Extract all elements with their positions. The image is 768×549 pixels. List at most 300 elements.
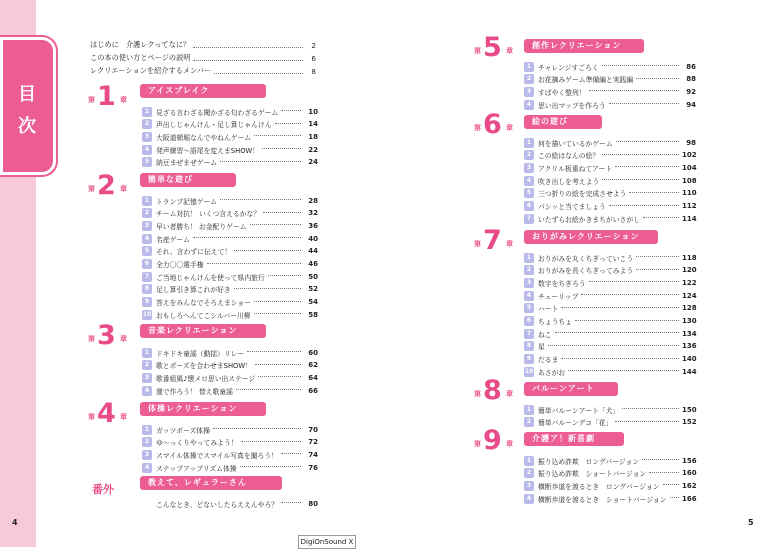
chapter-dai-label: 第 — [474, 240, 481, 248]
toc-entry[interactable] — [142, 246, 318, 257]
toc-entry[interactable] — [142, 347, 318, 358]
leader-dots — [193, 60, 303, 61]
toc-entry[interactable] — [524, 290, 696, 301]
chapter-title-banner[interactable]: バルーンアート — [524, 382, 618, 396]
intro-entry[interactable] — [90, 53, 316, 63]
toc-entry[interactable] — [142, 119, 318, 130]
chapter-sho-label: 章 — [120, 335, 127, 343]
toc-entry-page: 74 — [308, 450, 318, 459]
toc-entry[interactable] — [524, 99, 696, 110]
chapter-sho-label: 章 — [506, 240, 513, 248]
contents-tab — [0, 37, 56, 175]
chapter-number — [88, 398, 134, 429]
chapter-sho-label: 章 — [120, 413, 127, 421]
leader-dots — [643, 217, 679, 218]
leader-dots — [220, 161, 301, 162]
entry-number-badge: 1 — [142, 348, 152, 358]
entry-number-badge: 7 — [142, 272, 152, 282]
leader-dots — [663, 484, 679, 485]
toc-entry[interactable] — [524, 86, 696, 97]
leader-dots — [555, 332, 679, 333]
leader-dots — [670, 497, 679, 498]
toc-entry-title: チューリップ — [538, 292, 579, 301]
entry-number-badge: 1 — [524, 62, 534, 72]
chapter-sho-label: 章 — [506, 124, 513, 132]
intro-entry-title: この本の使い方とページの説明 — [90, 53, 191, 62]
leader-dots — [254, 135, 301, 136]
toc-entry[interactable] — [142, 131, 318, 142]
entry-number-badge: 2 — [524, 417, 534, 427]
leader-dots — [636, 269, 679, 270]
leader-dots — [642, 459, 679, 460]
chapter-dai-label: 第 — [474, 124, 481, 132]
toc-entry-title: ガッツポーズ体操 — [156, 426, 210, 435]
entry-number-badge: 1 — [142, 107, 152, 117]
toc-entry-title: すばやく整列！ — [538, 88, 586, 97]
chapter-number-value: 2 — [97, 170, 116, 201]
entry-number-badge: 3 — [524, 278, 534, 288]
toc-entry-title: 振り込め詐欺 ロングバージョン — [538, 457, 640, 466]
leader-dots — [636, 78, 679, 79]
entry-number-badge: 4 — [142, 463, 152, 473]
toc-entry-page: 72 — [308, 438, 318, 447]
toc-entry-title: ちょうちょ — [538, 318, 572, 326]
toc-entry-page: 60 — [308, 348, 318, 357]
toc-entry-page: 54 — [308, 298, 318, 307]
toc-entry-title: 簡単バルーンデコ「花」 — [538, 419, 613, 428]
entry-number-badge: 3 — [524, 163, 534, 173]
toc-entry-title: おりがみを丸くちぎっていこう — [538, 254, 634, 263]
leader-dots — [622, 408, 679, 409]
toc-entry-page: 144 — [682, 367, 697, 376]
entry-number-badge: 2 — [142, 360, 152, 370]
leader-dots — [234, 250, 301, 251]
toc-entry-page: 22 — [308, 145, 318, 154]
leader-dots — [548, 345, 679, 346]
leader-dots — [213, 428, 301, 429]
entry-number-badge: 6 — [142, 259, 152, 269]
toc-entry-page: 150 — [682, 405, 697, 414]
toc-entry-title: 大阪道頓堀なんでやねんゲーム — [156, 133, 252, 142]
toc-entry-page: 140 — [682, 355, 697, 364]
entry-number-badge: 6 — [524, 201, 534, 211]
entry-number-badge: 2 — [524, 74, 534, 84]
toc-entry[interactable] — [142, 449, 318, 460]
leader-dots — [602, 65, 679, 66]
toc-entry-title: チーム対抗！ いくつ言えるかな？ — [156, 210, 261, 219]
toc-entry-page: 40 — [308, 234, 318, 243]
entry-number-badge: 3 — [142, 132, 152, 142]
toc-entry-page: 36 — [308, 221, 318, 230]
entry-number-badge: 4 — [142, 145, 152, 155]
leader-dots — [602, 154, 679, 155]
toc-entry[interactable] — [524, 366, 696, 377]
contents-title-char: 目 — [18, 84, 36, 105]
toc-entry[interactable] — [142, 284, 318, 295]
toc-entry-title: だるま — [538, 356, 559, 365]
entry-number-badge: 4 — [524, 100, 534, 110]
toc-entry[interactable] — [524, 252, 696, 263]
chapter-number — [88, 474, 134, 500]
toc-entry[interactable] — [524, 417, 696, 428]
toc-entry-page: 134 — [682, 329, 697, 338]
chapter-number-value: 8 — [483, 375, 502, 406]
leader-dots — [263, 212, 301, 213]
intro-entry-page: 2 — [311, 41, 316, 50]
chapter-sho-label: 章 — [120, 185, 127, 193]
leader-dots — [609, 103, 679, 104]
toc-entry-title: ステップアップリズム体操 — [156, 464, 237, 473]
toc-entry-title: おもしろへんてこシルバー川柳 — [156, 311, 251, 320]
chapter-number-value: 5 — [483, 32, 502, 63]
contents-title-char: 次 — [18, 116, 36, 137]
toc-entry[interactable] — [524, 188, 696, 199]
leader-dots — [236, 389, 301, 390]
toc-entry[interactable] — [142, 106, 318, 117]
toc-entry[interactable] — [142, 437, 318, 448]
toc-entry-page: 88 — [686, 75, 696, 84]
leader-dots — [193, 47, 303, 48]
toc-entry[interactable] — [142, 259, 318, 270]
chapter-dai-label: 第 — [88, 185, 95, 193]
toc-entry-page: 50 — [308, 272, 318, 281]
entry-number-badge: 2 — [524, 150, 534, 160]
toc-entry-title: この絵はなんの絵？ — [538, 152, 600, 161]
toc-entry-page: 28 — [308, 196, 318, 205]
leader-dots — [254, 301, 301, 302]
toc-entry[interactable] — [142, 372, 318, 383]
chapter-dai-label: 第 — [474, 440, 481, 448]
chapter-sho-label: 章 — [506, 47, 513, 55]
leader-dots — [636, 256, 679, 257]
chapter-number — [474, 375, 520, 406]
toc-entry-title: 歌とポーズを合わせまSHOW！ — [156, 362, 252, 371]
toc-entry-page: 152 — [682, 418, 697, 427]
entry-number-badge: 4 — [524, 494, 534, 504]
toc-entry-title: 思い出マップを作ろう — [538, 101, 606, 110]
toc-entry[interactable] — [524, 277, 696, 288]
chapter-sho-label: 章 — [120, 96, 127, 104]
entry-number-badge: 1 — [142, 425, 152, 435]
chapter-dai-label: 第 — [88, 335, 95, 343]
entry-number-badge: 10 — [142, 310, 152, 318]
toc-entry[interactable] — [524, 354, 696, 365]
chapter-sho-label: 章 — [506, 390, 513, 398]
toc-entry-title: 数字をちぎろう — [538, 279, 586, 288]
toc-entry[interactable] — [142, 462, 318, 473]
toc-entry[interactable] — [524, 493, 696, 504]
entry-number-badge: 3 — [142, 450, 152, 460]
entry-number-badge: 5 — [142, 246, 152, 256]
toc-entry-page: 86 — [686, 62, 696, 71]
toc-entry-title: トランプ記憶ゲーム — [156, 197, 218, 206]
leader-dots — [240, 466, 301, 467]
toc-entry-page: 108 — [682, 176, 697, 185]
chapter-dai-label: 第 — [474, 390, 481, 398]
entry-number-badge: 4 — [524, 176, 534, 186]
toc-entry[interactable] — [524, 404, 696, 415]
chapter-dai-label: 第 — [88, 96, 95, 104]
entry-number-badge: 1 — [524, 456, 534, 466]
toc-entry[interactable] — [524, 455, 696, 466]
chapter-number-value: 4 — [97, 398, 116, 429]
toc-entry-title: 全力〇〇選手権 — [156, 261, 204, 269]
entry-number-badge: 1 — [142, 196, 152, 206]
toc-entry-title: スマイル体操でスマイル写真を撮ろう！ — [156, 451, 278, 460]
leader-dots — [275, 123, 301, 124]
leader-dots — [629, 192, 679, 193]
entry-number-badge: 3 — [142, 221, 152, 231]
toc-entry[interactable] — [524, 341, 696, 352]
toc-entry[interactable] — [142, 144, 318, 155]
toc-entry[interactable] — [142, 360, 318, 371]
entry-number-badge: 5 — [142, 157, 152, 167]
toc-entry-page: 162 — [682, 481, 697, 490]
toc-entry-title: 横断歩道を渡るとき ロングバージョン — [538, 482, 660, 491]
toc-entry[interactable] — [142, 208, 318, 219]
leader-dots — [250, 224, 301, 225]
toc-entry[interactable] — [524, 213, 696, 224]
toc-entry-page: 122 — [682, 278, 697, 287]
toc-entry-page: 92 — [686, 87, 696, 96]
leader-dots — [581, 294, 679, 295]
leader-dots — [254, 313, 301, 314]
chapter-title-banner[interactable]: おりがみレクリエーション — [524, 230, 658, 244]
toc-entry[interactable] — [142, 385, 318, 396]
toc-entry-page: 104 — [682, 163, 697, 172]
chapter-title-banner[interactable]: 創作レクリエーション — [524, 39, 644, 53]
entry-number-badge: 10 — [524, 367, 534, 375]
toc-entry-title: 振り込め詐欺 ショートバージョン — [538, 470, 647, 479]
toc-entry[interactable] — [142, 233, 318, 244]
toc-entry-page: 166 — [682, 494, 697, 503]
leader-dots — [258, 376, 301, 377]
toc-entry-page: 160 — [682, 469, 697, 478]
intro-entry-title: はじめに 介護レクってなに？ — [90, 40, 191, 49]
toc-entry-page: 102 — [682, 151, 697, 160]
intro-entry-page: 8 — [311, 67, 316, 76]
toc-entry-title: 何を描いているかゲーム — [538, 139, 613, 148]
chapter-number — [474, 425, 520, 456]
toc-entry[interactable] — [142, 424, 318, 435]
chapter-title-banner[interactable]: 体操レクリエーション — [140, 402, 266, 416]
leader-dots — [268, 275, 301, 276]
entry-number-badge: 9 — [142, 297, 152, 307]
chapter-dai-label: 第 — [474, 47, 481, 55]
chapter-sho-label: 章 — [506, 440, 513, 448]
leader-dots — [616, 141, 679, 142]
page-number-right: 5 — [748, 518, 754, 527]
chapter-number-value: 9 — [483, 425, 502, 456]
toc-entry-title: 三つ折りの絵を完成させよう — [538, 190, 627, 199]
leader-dots — [649, 472, 679, 473]
leader-dots — [568, 370, 679, 371]
toc-entry[interactable] — [524, 303, 696, 314]
leader-dots — [589, 281, 679, 282]
toc-entry-page: 46 — [308, 260, 318, 268]
chapter-number — [88, 320, 134, 351]
toc-entry-page: 32 — [308, 209, 318, 218]
toc-entry[interactable] — [142, 498, 318, 509]
toc-entry-title: 横断歩道を渡るとき ショートバージョン — [538, 495, 667, 504]
leader-dots — [214, 73, 303, 74]
entry-number-badge: 4 — [142, 234, 152, 244]
toc-entry-page: 70 — [308, 425, 318, 434]
chapter-number — [88, 81, 134, 112]
chapter-title-banner[interactable]: 絵の遊び — [524, 115, 602, 129]
entry-number-badge: 1 — [524, 138, 534, 148]
toc-entry[interactable] — [524, 137, 696, 148]
toc-entry-page: 118 — [682, 253, 697, 262]
toc-entry-title: こんなとき、どないしたらええんやろ？ — [156, 500, 279, 509]
leader-dots — [193, 237, 301, 238]
toc-entry-title: お花摘みゲーム準備編と実践編 — [538, 76, 634, 85]
toc-entry-title: ゆ～っくりやってみよう！ — [156, 439, 238, 448]
toc-entry-title: パシッと当てましょう — [538, 203, 606, 211]
toc-entry-title: いたずらお絵かきまちがいさがし — [538, 215, 640, 224]
toc-entry[interactable] — [524, 201, 696, 212]
entry-number-badge: 2 — [142, 437, 152, 447]
toc-entry[interactable] — [142, 297, 318, 308]
toc-entry[interactable] — [524, 61, 696, 72]
toc-entry-title: ねこ — [538, 330, 552, 339]
chapter-number-value: 7 — [483, 225, 502, 256]
entry-number-badge: 5 — [524, 303, 534, 313]
toc-entry-page: 44 — [308, 247, 318, 256]
toc-entry-title: ドキドキ童謡（動揺）リレー — [156, 349, 245, 358]
toc-entry-page: 52 — [308, 285, 318, 294]
toc-entry-page: 156 — [682, 456, 697, 465]
chapter-number — [474, 32, 520, 63]
entry-number-badge: 7 — [524, 214, 534, 224]
toc-entry[interactable] — [524, 175, 696, 186]
toc-entry-title: 答えをみんなでそろえまショー — [156, 299, 252, 308]
toc-entry[interactable] — [524, 265, 696, 276]
page-number-left: 4 — [12, 518, 18, 527]
toc-entry-page: 114 — [682, 214, 697, 223]
chapter-number — [474, 225, 520, 256]
toc-entry[interactable] — [142, 309, 318, 320]
toc-entry-page: 124 — [682, 291, 697, 300]
chapter-title-banner[interactable]: 簡単な遊び — [140, 173, 236, 187]
leader-dots — [220, 199, 301, 200]
chapter-title-banner[interactable]: アイスブレイク — [140, 84, 266, 98]
entry-number-badge: 7 — [524, 329, 534, 339]
chapter-dai-label: 第 — [88, 413, 95, 421]
entry-number-badge: 2 — [142, 119, 152, 129]
toc-entry[interactable] — [524, 162, 696, 173]
entry-number-badge: 4 — [524, 291, 534, 301]
leader-dots — [281, 453, 301, 454]
toc-entry-page: 136 — [682, 342, 697, 351]
intro-entry-title: レクリエーションを紹介するメンバー — [90, 66, 212, 75]
toc-entry-page: 130 — [682, 317, 697, 325]
toc-entry[interactable] — [524, 468, 696, 479]
toc-entry-title: 簡単バルーンアート「犬」 — [538, 406, 620, 415]
toc-entry-page: 80 — [308, 499, 318, 508]
toc-entry-title: 名産ゲーム — [156, 235, 190, 244]
leader-dots — [589, 90, 679, 91]
chapter-title-banner[interactable]: 教えて、レギュラーさん — [140, 476, 282, 490]
toc-entry-page: 94 — [686, 100, 696, 109]
toc-entry-title: 足し算引き算これが好き — [156, 286, 231, 295]
toc-entry-page: 10 — [308, 107, 318, 116]
entry-number-badge: 3 — [524, 87, 534, 97]
entry-number-badge: 4 — [142, 386, 152, 396]
toc-entry-title: チャレンジすごろく — [538, 63, 599, 72]
toc-entry[interactable] — [142, 220, 318, 231]
toc-entry-title: ハート — [538, 305, 559, 314]
chapter-number-value: 3 — [97, 320, 116, 351]
toc-entry[interactable] — [524, 74, 696, 85]
toc-entry[interactable] — [142, 271, 318, 282]
intro-entry[interactable] — [90, 40, 316, 50]
entry-number-badge: 2 — [524, 468, 534, 478]
toc-entry-page: 14 — [308, 120, 318, 129]
toc-entry[interactable] — [142, 157, 318, 168]
leader-dots — [234, 288, 301, 289]
entry-number-badge: 2 — [142, 208, 152, 218]
leader-dots — [575, 320, 679, 321]
toc-entry-title: 星 — [538, 343, 545, 352]
footer-label: DigiOnSound X — [298, 535, 356, 549]
leader-dots — [247, 351, 301, 352]
toc-entry[interactable] — [142, 195, 318, 206]
entry-number-badge: 5 — [524, 188, 534, 198]
leader-dots — [609, 205, 679, 206]
leader-dots — [561, 307, 679, 308]
toc-entry[interactable] — [524, 316, 696, 327]
leader-dots — [281, 502, 301, 503]
toc-entry-title: 早い者勝ち！ お金配りゲーム — [156, 222, 247, 231]
chapter-number-value: 6 — [483, 109, 502, 140]
intro-entry[interactable] — [90, 66, 316, 76]
toc-entry-title: 吹き出しを考えよう — [538, 177, 600, 186]
toc-entry-page: 120 — [682, 266, 697, 275]
entry-number-badge: 8 — [142, 284, 152, 294]
toc-entry-title: 発声練習～語尾を変えまSHOW！ — [156, 146, 260, 155]
toc-entry[interactable] — [524, 328, 696, 339]
leader-dots — [262, 148, 301, 149]
chapter-number-value: 1 — [97, 81, 116, 112]
toc-entry[interactable] — [524, 150, 696, 161]
chapter-title-banner[interactable]: 音楽レクリエーション — [140, 324, 266, 338]
toc-entry-title: 運で作ろう！ 替え歌童謡 — [156, 387, 233, 396]
toc-entry-title: 声出しじゃんけん・足し算じゃんけん — [156, 121, 272, 130]
toc-entry-page: 58 — [308, 310, 318, 319]
entry-number-badge: 8 — [524, 341, 534, 351]
chapter-number-value: 番外 — [92, 483, 114, 496]
entry-number-badge: 3 — [524, 481, 534, 491]
entry-number-badge: 1 — [524, 405, 534, 415]
toc-entry-page: 18 — [308, 132, 318, 141]
toc-entry-page: 76 — [308, 463, 318, 472]
intro-entry-page: 6 — [311, 54, 316, 63]
toc-entry[interactable] — [524, 480, 696, 491]
toc-entry-page: 24 — [308, 158, 318, 167]
entry-number-badge: 9 — [524, 354, 534, 364]
entry-number-badge: 2 — [524, 265, 534, 275]
toc-entry-page: 66 — [308, 386, 318, 395]
toc-entry-page: 98 — [686, 138, 696, 147]
toc-entry-title: 納豆まぜまぜゲーム — [156, 159, 218, 168]
toc-entry-title: 歌番組風♪懐メロ思い出ステージ — [156, 374, 256, 383]
leader-dots — [602, 179, 679, 180]
toc-entry-title: おりがみを長くちぎってみよう — [538, 267, 634, 276]
chapter-title-banner[interactable]: 介護ア！新喜劇 — [524, 432, 624, 446]
toc-entry-title: それ、言わずに伝えて！ — [156, 248, 232, 257]
toc-entry-page: 62 — [308, 361, 318, 370]
